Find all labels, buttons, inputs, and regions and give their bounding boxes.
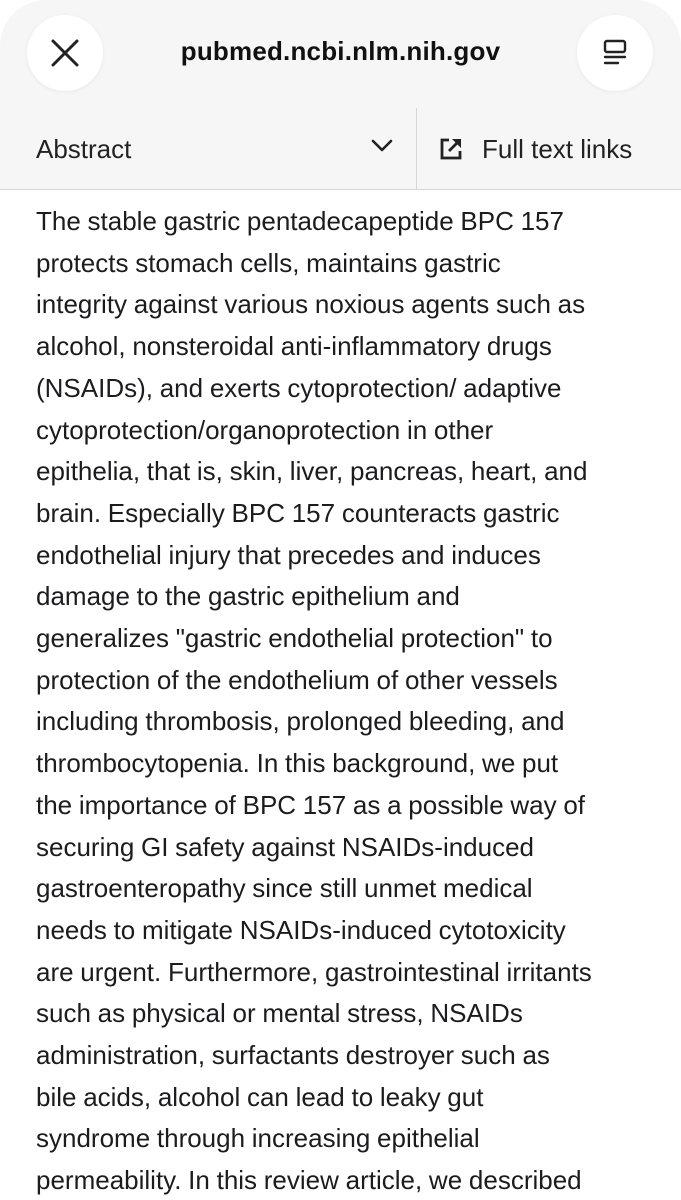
abstract-line: needs to mitigate NSAIDs-induced cytotoxicity [36, 914, 566, 945]
abstract-line: the importance of BPC 157 as a possible way of [36, 789, 586, 820]
abstract-line: cytoprotection/organoprotection in other [36, 414, 494, 445]
browser-top-bar [0, 0, 681, 108]
external-link-icon [439, 137, 463, 161]
abstract-line: thrombocytopenia. In this background, we put [36, 748, 559, 779]
chevron-down-icon [370, 138, 394, 154]
close-icon [50, 38, 80, 68]
full-text-links-button[interactable] [417, 108, 681, 189]
abstract-line: such as physical or mental stress, NSAIDs [36, 998, 523, 1029]
reader-mode-icon [601, 39, 629, 67]
full-text-links-label: Full text links [482, 134, 633, 164]
abstract-line: administration, surfactants destroyer such as [36, 1040, 550, 1071]
abstract-line: protects stomach cells, maintains gastric [36, 247, 501, 278]
abstract-line: are urgent. Furthermore, gastrointestinal irritants [36, 956, 592, 987]
section-navigation-bar [0, 108, 681, 190]
abstract-line: integrity against various noxious agents such as [36, 289, 586, 320]
abstract-line: endothelial injury that precedes and induces [36, 539, 541, 570]
abstract-text [36, 201, 656, 1200]
abstract-line: brain. Especially BPC 157 counteracts gastric [36, 497, 560, 528]
section-dropdown[interactable] [0, 108, 416, 189]
abstract-line: protection of the endothelium of other vessels [36, 664, 558, 695]
abstract-line: (NSAIDs), and exerts cytoprotection/ adaptive [36, 372, 562, 403]
reader-mode-button[interactable] [577, 15, 653, 91]
close-button[interactable] [27, 15, 103, 91]
abstract-line: epithelia, that is, skin, liver, pancreas, heart, and [36, 456, 588, 487]
section-dropdown-label: Abstract [36, 134, 132, 164]
abstract-line: permeability. In this review article, we described [36, 1165, 582, 1196]
abstract-line: syndrome through increasing epithelial [36, 1123, 480, 1154]
abstract-line: The stable gastric pentadecapeptide BPC 157 [36, 206, 564, 236]
abstract-line: damage to the gastric epithelium and [36, 581, 460, 612]
abstract-line: including thrombosis, prolonged bleeding, and [36, 706, 565, 737]
abstract-line: securing GI safety against NSAIDs-induced [36, 831, 535, 862]
url-address[interactable]: pubmed.ncbi.nlm.nih.gov [180, 36, 501, 66]
abstract-line: generalizes "gastric endothelial protection" to [36, 623, 553, 654]
abstract-line: bile acids, alcohol can lead to leaky gut [36, 1081, 484, 1112]
abstract-line: gastroenteropathy since still unmet medical [36, 873, 533, 904]
abstract-line: alcohol, nonsteroidal anti-inflammatory drugs [36, 331, 552, 362]
